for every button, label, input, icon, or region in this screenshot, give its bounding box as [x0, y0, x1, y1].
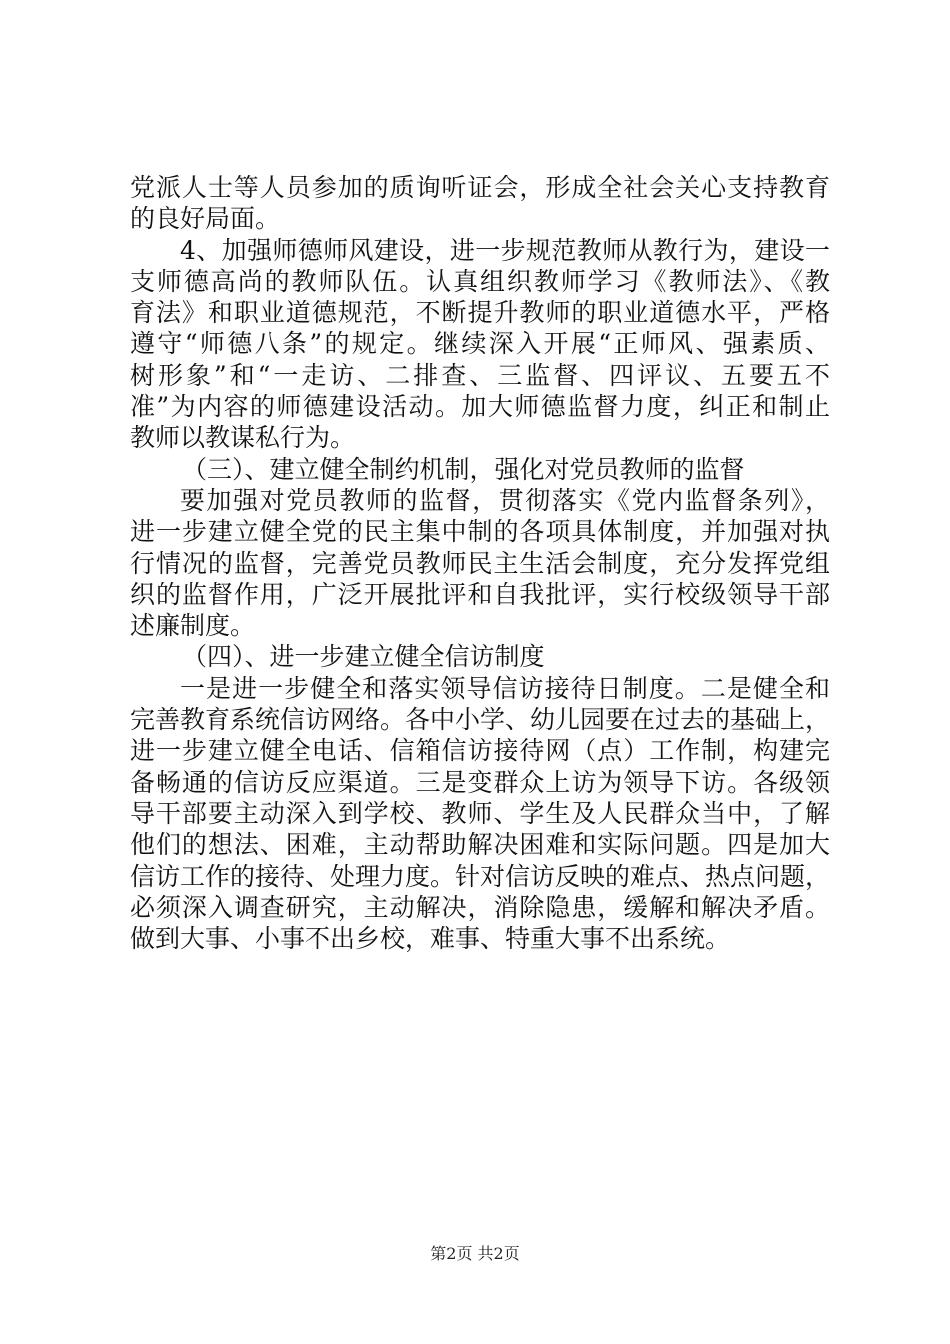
text-line: 的良好局面。: [130, 204, 281, 234]
text-line: 育法》和职业道德规范，不断提升教师的职业道德水平，严格: [130, 298, 830, 328]
text-line: 教师以教谋私行为。: [130, 423, 356, 453]
text-line: 党派人士等人员参加的质询听证会，形成全社会关心支持教育: [130, 173, 830, 202]
text-line: 进一步建立健全党的民主集中制的各项具体制度，并加强对执: [130, 517, 830, 547]
text-line: 进一步建立健全电话、信箱信访接待网（点）工作制，构建完: [130, 736, 830, 766]
text-line: 织的监督作用，广泛开展批评和自我批评，实行校级领导干部: [130, 579, 830, 609]
text-line: 支师德高尚的教师队伍。认真组织教师学习《教师法》、《教: [130, 266, 830, 296]
section-heading: （三）、建立健全制约机制，强化对党员教师的监督: [182, 454, 745, 484]
text-line: 准”为内容的师德建设活动。加大师德监督力度，纠正和制止: [130, 392, 830, 422]
page-number: 第2页 共2页: [430, 1244, 520, 1263]
text-line: 述廉制度。: [130, 611, 256, 641]
section-heading: （四）、进一步建立健全信访制度: [182, 642, 545, 672]
paragraph-first-line: 一是进一步健全和落实领导信访接待日制度。二是健全和: [180, 673, 830, 703]
text-line: 完善教育系统信访网络。各中小学、幼儿园要在过去的基础上，: [130, 705, 831, 735]
document-body: [130, 172, 830, 954]
text-line: 遵守“师德八条”的规定。继续深入开展“正师风、强素质、: [130, 329, 830, 359]
paragraph-first-line: 要加强对党员教师的监督，贯彻落实《党内监督条列》，: [180, 485, 830, 515]
paragraph-first-line: 4、加强师德师风建设，进一步规范教师从教行为，建设一: [180, 235, 830, 265]
text-line: 备畅通的信访反应渠道。三是变群众上访为领导下访。各级领: [130, 767, 830, 797]
text-line: 做到大事、小事不出乡校，难事、特重大事不出系统。: [130, 924, 731, 954]
text-line: 导干部要主动深入到学校、教师、学生及人民群众当中，了解: [130, 798, 830, 828]
text-line: 他们的想法、困难，主动帮助解决困难和实际问题。四是加大: [130, 830, 830, 860]
text-line: 信访工作的接待、处理力度。针对信访反映的难点、热点问题，: [130, 861, 831, 891]
text-line: 行情况的监督，完善党员教师民主生活会制度，充分发挥党组: [130, 548, 830, 578]
text-line: 必须深入调查研究，主动解决，消除隐患，缓解和解决矛盾。: [130, 892, 830, 922]
text-line: 树形象”和“一走访、二排查、三监督、四评议、五要五不: [130, 360, 830, 390]
